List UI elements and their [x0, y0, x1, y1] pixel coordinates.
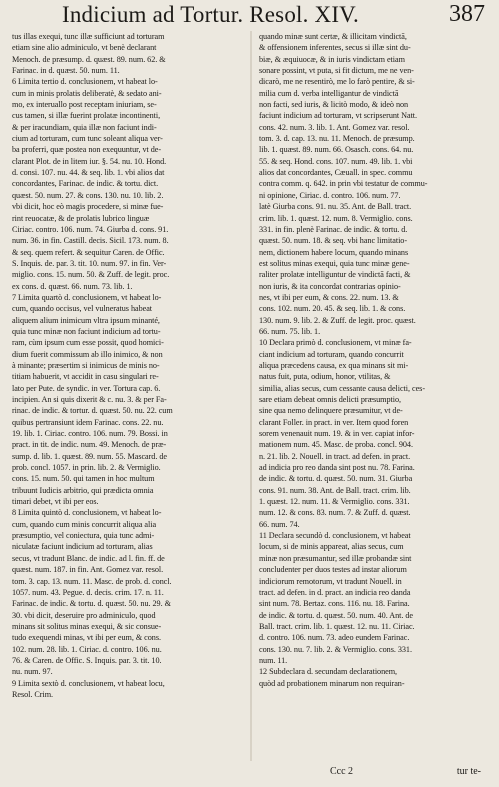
- text-line: 130. num. 9. lib. 2. & Zuff. de legit. proc. quæst.: [259, 315, 416, 325]
- text-line: 66. num. 75. lib. 1.: [259, 326, 321, 336]
- text-line: ex cons. d. quæst. 66. num. 73. lib. 1.: [12, 281, 133, 291]
- text-line: Ball. tract. crim. lib. 1. quæst. 12. nu. 11. Ciriac.: [259, 621, 415, 631]
- text-line: & offensionem inferentes, secus si illæ sint du-: [259, 43, 411, 53]
- text-line: & per iracundiam, quia illæ non faciunt indi-: [12, 122, 157, 132]
- text-line: & seq. quem refert. & sequitur Caren. de Offic.: [12, 247, 165, 257]
- text-line: non iuris, & ita concordat contrarias opinio-: [259, 281, 401, 291]
- text-line: 66. num. 74.: [259, 519, 300, 529]
- text-line: etiam sine alio adminiculo, vt benè declarant: [12, 43, 157, 53]
- text-line: cons. 91. num. 38. Ant. de Ball. tract. crim. lib.: [259, 485, 411, 495]
- text-line: Resol. Crim.: [12, 689, 54, 699]
- text-line: sonare possint, vt puta, si fit dictum, me ne ven-: [259, 66, 414, 76]
- text-line: ram, cùm ipsum cum esse possit, quod homici-: [12, 338, 164, 348]
- text-line: de indic. & tortu. d. quæst. 50. num. 40. Ant. de: [259, 610, 414, 620]
- text-line: præsumptio, vel coniectura, quia tunc admi-: [12, 531, 155, 541]
- text-line: lato per Pute. de syndic. in ver. Tortura cap. 6.: [12, 383, 161, 393]
- text-line: ba proferri, quæ postea non exequuntur, vt de-: [12, 145, 162, 155]
- text-line: sare etiam debeat omnis delicti præsumptio,: [259, 395, 402, 404]
- text-line: nes, vt ibi per eum, & cons. 22. num. 13. &: [259, 292, 399, 302]
- text-line: rint reuocatæ, & de prolatis lubrico linguæ: [12, 213, 150, 223]
- text-line: quibus pertransiunt idem Farinac. cons. 22. nu.: [12, 417, 164, 427]
- text-line: clarant Plot. de in litem iur. §. 54. nu. 10. Hond.: [12, 156, 167, 166]
- text-line: cons. 130. nu. 7. lib. 2. & Vermiglio. cons. 331.: [259, 644, 412, 654]
- text-line: milia cum d. verba intelligantur de vindictā: [259, 88, 399, 98]
- text-line: tus illas exequi, tunc illæ sufficiunt ad torturam: [12, 32, 165, 41]
- text-line: 8 Limita quintò d. conclusionem, vt habeat lo-: [12, 508, 162, 518]
- text-line: niculatæ faciunt indicium ad torturam, alias: [12, 542, 153, 552]
- text-line: aliquem alium inimicum vltra ipsum minanté,: [12, 315, 160, 325]
- text-line: clarant Foller. in pract. in ver. Item quod foren: [259, 417, 409, 427]
- text-line: secus, vt tradunt Blanc. de indic. ad l. fin. ff. de: [12, 553, 165, 563]
- text-line: similia, alias secus, cum cessante causa delicti, ces-: [259, 383, 425, 393]
- text-line: nu. num. 97.: [12, 667, 53, 677]
- text-line: 19. lib. 1. Ciriac. contro. 106. num. 79. Bossi. in: [12, 429, 168, 439]
- page-footer: [0, 765, 499, 787]
- text-line: 76. & Caren. de Offic. S. Inquis. par. 3. tit. 10.: [12, 655, 162, 665]
- text-line: cus tamen, si illæ fuerint prolatæ incontinenti,: [12, 111, 161, 121]
- text-line: Farinac. in d. quæst. 50. num. 11.: [12, 66, 120, 76]
- text-line: d. contro. 106. num. 73. adeo eundem Farinac.: [259, 633, 410, 643]
- text-line: à minante; præsertim si inimicus de minis no-: [12, 360, 160, 370]
- text-line: titiam habuerit, vt accidit in casu singulari re-: [12, 372, 159, 382]
- text-line: raliter prolatæ intelliguntur de vindictā facti, &: [259, 270, 411, 280]
- text-line: minans sit solitus minas exequi, & sic consue-: [12, 621, 162, 631]
- text-line: cium ad torturam, cum tunc soleant aliqua ver-: [12, 134, 163, 144]
- text-line: Farinac. de indic. & tortu. d. quæst. 50. nu. 29. &: [12, 599, 171, 609]
- text-line: quòd ad probationem minarum non requiran-: [259, 678, 405, 688]
- text-line: sint num. 78. Bertaz. cons. 116. nu. 18. Farina.: [259, 599, 410, 609]
- text-line: minæ non præsumantur, sed illæ probandæ sint: [259, 553, 412, 563]
- text-line: 102. num. 28. lib. 1. Ciriac. d. contro. 106. nu.: [12, 644, 162, 654]
- text-line: incipien. An si quis dixerit & c. nu. 3. & per Fa-: [12, 395, 167, 404]
- text-line: cons. 42. num. 3. lib. 1. Ant. Gomez var. resol.: [259, 122, 410, 132]
- text-line: ad indicia pro reo danda sint post nu. 78. Farina.: [259, 463, 415, 473]
- text-line: natus fuit, puta, odium, honor, vtilitas, &: [259, 372, 391, 382]
- text-line: tom. 3. d. cap. 13. nu. 11. Menoch. de præsump.: [259, 134, 415, 144]
- text-line: cum, quando cum minis concurrit aliqua alia: [12, 519, 157, 529]
- text-line: sump. d. lib. 1. quæst. 89. num. 55. Mascard. de: [12, 451, 167, 461]
- text-line: tract. ad defen. in d. pract. an indicia reo danda: [259, 587, 411, 597]
- text-line: tribuunt Iudicis arbitrio, qui prædicta omnia: [12, 485, 154, 495]
- text-line: S. Inquis. de. par. 3. tit. 10. num. 97. in fin. Ver-: [12, 258, 167, 268]
- left-text-column: [12, 31, 238, 763]
- text-line: Menoch. de præsump. d. quæst. 89. num. 62. &: [12, 54, 166, 64]
- text-line: n. 21. lib. 2. Nouell. in tract. ad defen. in pract.: [259, 451, 411, 461]
- gutter-shadow: [250, 31, 252, 761]
- text-line: vbi dicit, hoc eò magis procedere, si minæ fue-: [12, 202, 164, 212]
- catchword: tur te-: [456, 766, 481, 777]
- text-line: 30. vbi dicit, deseruire pro adminiculo, quod: [12, 610, 156, 620]
- text-line: quia tunc minæ non faciunt indicium ad tortu-: [12, 326, 161, 336]
- text-line: contra comm. q. 642. in prin vbi testatur de commu-: [259, 179, 428, 189]
- text-line: dicarò, me ne resentirò, me lo farò pentire, & si-: [259, 77, 415, 87]
- text-line: quæst. 50. num. 18. & seq. vbi hanc limitatio-: [259, 236, 408, 246]
- text-line: prob. concl. 1057. in prin. lib. 2. & Vermiglio.: [12, 463, 161, 473]
- text-line: est solitus minas exequi, quia tunc minæ gene-: [259, 258, 410, 268]
- signature-mark: Ccc 2: [330, 766, 354, 777]
- page-header: [0, 0, 499, 30]
- text-line: 11 Declara secundò d. conclusionem, vt habeat: [259, 531, 411, 541]
- text-line: quando minæ sunt certæ, & illicitam vindictā,: [259, 32, 407, 41]
- text-line: num. 36. in fin. Castill. decis. Sicil. 173. num. 8.: [12, 236, 169, 246]
- text-line: 331. in fin. plenè Farinac. de indic. & tortu. d.: [259, 224, 408, 234]
- text-line: sorem venenauit num. 19. & in ver. capiat infor-: [259, 429, 415, 439]
- text-line: 55. & seq. Hond. cons. 107. num. 49. lib. 1. vbi: [259, 156, 413, 166]
- text-line: latè Giurba cons. 91. nu. 35. Ant. de Ball. tract.: [259, 202, 412, 212]
- text-line: d. consi. 107. nu. 44. & seq. lib. 1. vbi alios dat: [12, 168, 165, 178]
- text-line: locum, si de minis appareat, alias secus, cum: [259, 542, 404, 552]
- text-line: mationem num. 45. Masc. de proba. concl. 904.: [259, 440, 413, 450]
- text-line: 12 Subdeclara d. secundam declarationem,: [259, 667, 398, 677]
- text-line: quæst. num. 187. in fin. Ant. Gomez var. resol.: [12, 565, 164, 575]
- text-line: cons. 15. num. 50. qui tamen in hoc multum: [12, 474, 155, 484]
- text-line: 1. quæst. 12. num. 11. & Vermiglio. cons. 331.: [259, 497, 410, 507]
- text-line: 7 Limita quartò d. conclusionem, vt habeat lo-: [12, 292, 162, 302]
- running-title: Indicium ad Tortur. Resol. XIV.: [62, 2, 359, 27]
- text-line: tudo exequendi minas, vt ibi per eum, & cons.: [12, 633, 161, 643]
- text-line: 10 Declara primò d. conclusionem, vt minæ fa-: [259, 338, 412, 348]
- text-line: mo, ex interuallo post receptam iniuriam, se-: [12, 100, 157, 110]
- text-line: tom. 3. cap. 13. num. 11. Masc. de prob. d. concl.: [12, 576, 172, 586]
- text-line: pract. in tit. de indic. num. 49. Menoch. de præ-: [12, 440, 167, 450]
- page-number: 387: [449, 1, 485, 27]
- text-line: num. 11.: [259, 655, 288, 665]
- text-line: indiciorum remotorum, vt tradunt Nouell. in: [259, 576, 402, 586]
- text-line: sine qua nemo delinquere præsumitur, vt de-: [259, 406, 403, 416]
- text-line: ciant indicium ad torturam, quando concurrit: [259, 349, 404, 359]
- text-line: timari debet, vt ibi per eos.: [12, 497, 99, 507]
- text-line: concludenter per duos testes ad instar aliorum: [259, 565, 407, 575]
- text-line: nem, dictionem habere locum, quando minans: [259, 247, 409, 257]
- text-line: non facti, sed iuris, & licitò modo, & ideò non: [259, 100, 409, 110]
- text-line: miglio. cons. 15. num. 50. & Zuff. de legit. proc.: [12, 270, 170, 280]
- text-line: dium fuerit commissum ab illo inimico, & non: [12, 349, 163, 359]
- text-line: cons. 102. num. 20. 45. & seq. lib. 1. & cons.: [259, 304, 406, 314]
- text-line: rinac. de indic. & tortur. d. quæst. 50. nu. 22. cum: [12, 406, 173, 416]
- text-line: lib. 1. quæst. 89. num. 66. Osasch. cons. 64. nu.: [259, 145, 414, 155]
- right-text-column: [259, 31, 489, 763]
- text-line: Ciriac. contro. 106. num. 74. Giurba d. cons. 91.: [12, 224, 169, 234]
- text-line: concordantes, Farinac. de indic. & tortu. dict.: [12, 179, 159, 189]
- text-line: aliqua præcedens causa, ex qua minans sit mi-: [259, 360, 409, 370]
- text-line: biæ, & æquiuocæ, & in iuris vindictam etiam: [259, 54, 405, 64]
- text-line: crim. lib. 1. quæst. 12. num. 8. Vermiglio. cons.: [259, 213, 413, 223]
- text-line: 1057. num. 43. Pegue. d. decis. crim. 17. n. 11.: [12, 587, 164, 597]
- text-line: cum in minis prolatis deliberatè, & sedato ani-: [12, 88, 162, 98]
- text-line: alios dat concordantes, Cæuall. in spec. commu: [259, 168, 413, 178]
- text-line: faciunt indicium ad torturam, vt scripserunt Natt.: [259, 111, 418, 121]
- text-line: 6 Limita tertio d. conclusionem, vt habeat lo-: [12, 77, 158, 87]
- text-line: 9 Limita sextò d. conclusionem, vt habeat locu,: [12, 678, 165, 688]
- text-line: quæst. 50. num. 27. & cons. 130. nu. 10. lib. 2.: [12, 190, 164, 200]
- text-line: cum, quando occisus, vel vulneratus habeat: [12, 304, 153, 314]
- text-line: ni opinione, Ciriac. d. contro. 106. num. 77.: [259, 190, 401, 200]
- text-line: de indic. & tortu. d. quæst. 50. num. 31. Giurba: [259, 474, 413, 484]
- text-line: num. 12. & cons. 83. num. 7. & Zuff. d. quæst.: [259, 508, 411, 518]
